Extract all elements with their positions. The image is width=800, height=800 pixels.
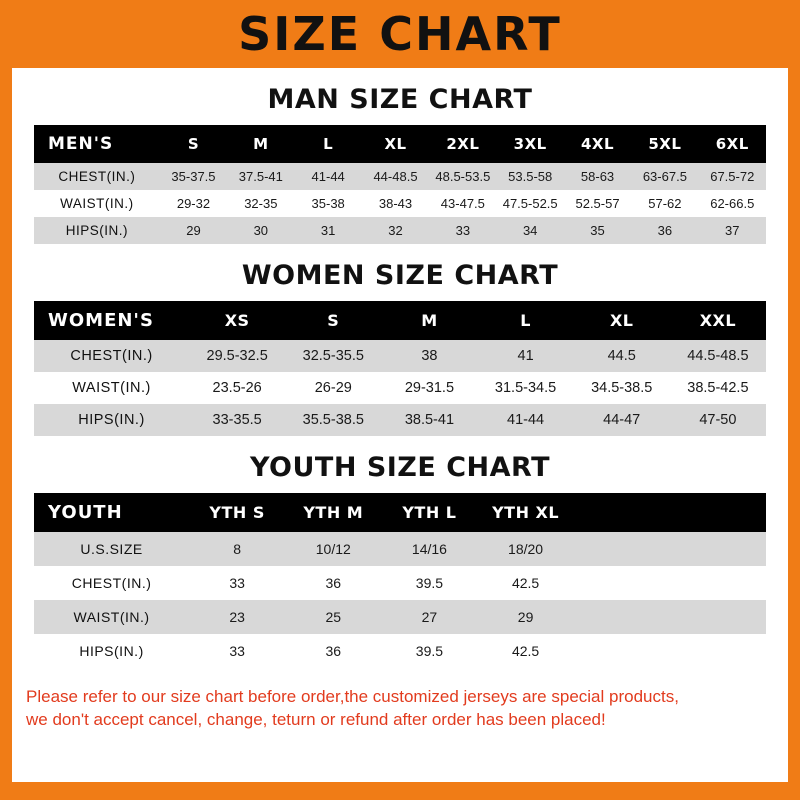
cell-chest-yth-xl: 42.5 [478, 566, 574, 600]
column-header-s: S [160, 125, 227, 163]
section-title-youth: YOUTH SIZE CHART [249, 452, 551, 483]
column-header-m: M [381, 301, 477, 340]
column-header-3xl: 3XL [497, 125, 564, 163]
row-label-waist: WAIST(IN.) [34, 190, 160, 217]
cell-chest-s: 32.5-35.5 [285, 340, 381, 372]
cell-hips-s: 29 [160, 217, 227, 244]
cell-waist-l: 35-38 [294, 190, 361, 217]
table-header-row [34, 301, 766, 340]
section-title-women: WOMEN SIZE CHART [241, 260, 559, 291]
table-row [34, 566, 766, 600]
cell-chest-6xl: 67.5-72 [699, 163, 766, 190]
table-women-body [34, 340, 766, 436]
column-header-yth-m: YTH M [285, 493, 381, 532]
column-header-yth-s: YTH S [189, 493, 285, 532]
cell-chest-yth-l: 39.5 [381, 566, 477, 600]
cell-chest-l: 41 [478, 340, 574, 372]
cell-us-size-yth-xl: 18/20 [478, 532, 574, 566]
cell-waist-m: 32-35 [227, 190, 294, 217]
cell-hips-4xl: 35 [564, 217, 631, 244]
cell-waist-empty-1 [574, 600, 670, 634]
cell-chest-yth-m: 36 [285, 566, 381, 600]
cell-hips-yth-l: 39.5 [381, 634, 477, 668]
cell-us-size-empty-2 [670, 532, 766, 566]
notice-line-1: Please refer to our size chart before order,the customized jerseys are special products, [26, 687, 679, 706]
cell-chest-xl: 44.5 [574, 340, 670, 372]
table-man [34, 125, 766, 244]
cell-chest-s: 35-37.5 [160, 163, 227, 190]
cell-hips-yth-s: 33 [189, 634, 285, 668]
table-man-head [34, 125, 766, 163]
cell-us-size-yth-s: 8 [189, 532, 285, 566]
table-youth-body [34, 532, 766, 668]
row-label-waist: WAIST(IN.) [34, 372, 189, 404]
column-header-xl: XL [574, 301, 670, 340]
cell-hips-yth-m: 36 [285, 634, 381, 668]
column-header-empty-2 [670, 493, 766, 532]
table-row [34, 217, 766, 244]
cell-hips-xxl: 47-50 [670, 404, 766, 436]
cell-chest-l: 41-44 [294, 163, 361, 190]
table-row [34, 600, 766, 634]
row-label-chest: CHEST(IN.) [34, 566, 189, 600]
cell-hips-empty-2 [670, 634, 766, 668]
column-header-6xl: 6XL [699, 125, 766, 163]
table-row [34, 163, 766, 190]
table-man-body [34, 163, 766, 244]
column-header-2xl: 2XL [429, 125, 496, 163]
section-man [12, 84, 788, 244]
column-header-rowlabel: YOUTH [34, 493, 189, 532]
cell-waist-s: 26-29 [285, 372, 381, 404]
cell-chest-2xl: 48.5-53.5 [429, 163, 496, 190]
cell-waist-yth-xl: 29 [478, 600, 574, 634]
table-youth-head [34, 493, 766, 532]
row-label-hips: HIPS(IN.) [34, 404, 189, 436]
cell-waist-s: 29-32 [160, 190, 227, 217]
table-row [34, 404, 766, 436]
cell-waist-xs: 23.5-26 [189, 372, 285, 404]
cell-waist-yth-m: 25 [285, 600, 381, 634]
section-youth [12, 452, 788, 668]
cell-us-size-yth-m: 10/12 [285, 532, 381, 566]
cell-waist-yth-s: 23 [189, 600, 285, 634]
row-label-waist: WAIST(IN.) [34, 600, 189, 634]
cell-chest-m: 38 [381, 340, 477, 372]
table-header-row [34, 493, 766, 532]
cell-chest-empty-1 [574, 566, 670, 600]
cell-chest-xxl: 44.5-48.5 [670, 340, 766, 372]
column-header-m: M [227, 125, 294, 163]
header-banner [0, 0, 800, 68]
column-header-yth-xl: YTH XL [478, 493, 574, 532]
cell-chest-xl: 44-48.5 [362, 163, 429, 190]
cell-chest-5xl: 63-67.5 [631, 163, 698, 190]
cell-hips-5xl: 36 [631, 217, 698, 244]
cell-waist-2xl: 43-47.5 [429, 190, 496, 217]
cell-hips-xs: 33-35.5 [189, 404, 285, 436]
table-row [34, 190, 766, 217]
column-header-xxl: XXL [670, 301, 766, 340]
cell-chest-3xl: 53.5-58 [497, 163, 564, 190]
table-youth [34, 493, 766, 668]
cell-waist-l: 31.5-34.5 [478, 372, 574, 404]
cell-hips-l: 31 [294, 217, 361, 244]
cell-waist-empty-2 [670, 600, 766, 634]
column-header-yth-l: YTH L [381, 493, 477, 532]
table-women [34, 301, 766, 436]
cell-hips-6xl: 37 [699, 217, 766, 244]
cell-waist-3xl: 47.5-52.5 [497, 190, 564, 217]
cell-chest-yth-s: 33 [189, 566, 285, 600]
column-header-rowlabel: WOMEN'S [34, 301, 189, 340]
cell-us-size-yth-l: 14/16 [381, 532, 477, 566]
cell-waist-5xl: 57-62 [631, 190, 698, 217]
cell-waist-xl: 38-43 [362, 190, 429, 217]
footer-strip [0, 782, 800, 800]
column-header-5xl: 5XL [631, 125, 698, 163]
row-label-chest: CHEST(IN.) [34, 340, 189, 372]
cell-chest-xs: 29.5-32.5 [189, 340, 285, 372]
section-women [12, 260, 788, 436]
cell-hips-s: 35.5-38.5 [285, 404, 381, 436]
order-notice [26, 686, 774, 732]
column-header-l: L [294, 125, 361, 163]
column-header-xs: XS [189, 301, 285, 340]
table-header-row [34, 125, 766, 163]
cell-hips-m: 38.5-41 [381, 404, 477, 436]
cell-hips-m: 30 [227, 217, 294, 244]
table-row [34, 340, 766, 372]
cell-chest-m: 37.5-41 [227, 163, 294, 190]
table-women-head [34, 301, 766, 340]
table-row [34, 532, 766, 566]
column-header-s: S [285, 301, 381, 340]
notice-line-2: we don't accept cancel, change, teturn or refund after order has been placed! [26, 709, 606, 729]
column-header-xl: XL [362, 125, 429, 163]
cell-chest-4xl: 58-63 [564, 163, 631, 190]
cell-hips-xl: 32 [362, 217, 429, 244]
table-row [34, 634, 766, 668]
row-label-us-size: U.S.SIZE [34, 532, 189, 566]
cell-hips-yth-xl: 42.5 [478, 634, 574, 668]
row-label-hips: HIPS(IN.) [34, 217, 160, 244]
cell-hips-l: 41-44 [478, 404, 574, 436]
section-title-man: MAN SIZE CHART [267, 84, 533, 115]
row-label-hips: HIPS(IN.) [34, 634, 189, 668]
cell-waist-m: 29-31.5 [381, 372, 477, 404]
column-header-l: L [478, 301, 574, 340]
cell-hips-3xl: 34 [497, 217, 564, 244]
cell-waist-yth-l: 27 [381, 600, 477, 634]
column-header-empty-1 [574, 493, 670, 532]
page-title: SIZE CHART [238, 7, 562, 61]
cell-chest-empty-2 [670, 566, 766, 600]
cell-us-size-empty-1 [574, 532, 670, 566]
row-label-chest: CHEST(IN.) [34, 163, 160, 190]
column-header-rowlabel: MEN'S [34, 125, 160, 163]
cell-hips-xl: 44-47 [574, 404, 670, 436]
cell-hips-empty-1 [574, 634, 670, 668]
table-row [34, 372, 766, 404]
cell-hips-2xl: 33 [429, 217, 496, 244]
cell-waist-xl: 34.5-38.5 [574, 372, 670, 404]
cell-waist-xxl: 38.5-42.5 [670, 372, 766, 404]
column-header-4xl: 4XL [564, 125, 631, 163]
cell-waist-6xl: 62-66.5 [699, 190, 766, 217]
cell-waist-4xl: 52.5-57 [564, 190, 631, 217]
